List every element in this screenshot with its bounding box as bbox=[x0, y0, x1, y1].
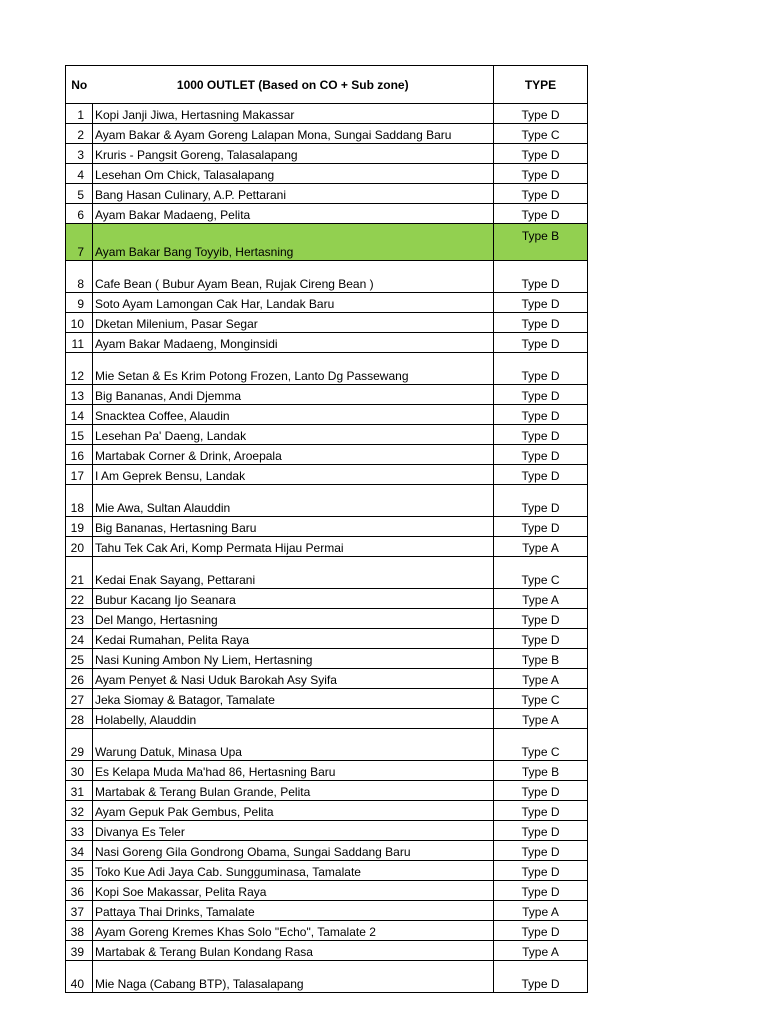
outlet-type: Type D bbox=[494, 485, 588, 517]
table-row bbox=[66, 445, 588, 465]
row-number: 35 bbox=[66, 861, 93, 881]
row-number: 10 bbox=[66, 313, 93, 333]
outlet-type: Type D bbox=[494, 465, 588, 485]
outlet-name: Bubur Kacang Ijo Seanara bbox=[93, 589, 494, 609]
row-number: 24 bbox=[66, 629, 93, 649]
outlet-type: Type D bbox=[494, 385, 588, 405]
outlet-name: Ayam Bakar Madaeng, Pelita bbox=[93, 204, 494, 224]
outlet-type: Type D bbox=[494, 144, 588, 164]
outlet-type: Type D bbox=[494, 445, 588, 465]
row-number: 40 bbox=[66, 961, 93, 993]
outlet-name: Del Mango, Hertasning bbox=[93, 609, 494, 629]
table-row bbox=[66, 353, 588, 385]
outlet-type: Type D bbox=[494, 425, 588, 445]
table-row bbox=[66, 164, 588, 184]
row-number: 17 bbox=[66, 465, 93, 485]
outlet-name: Kruris - Pangsit Goreng, Talasalapang bbox=[93, 144, 494, 164]
table-row bbox=[66, 224, 588, 261]
row-number: 15 bbox=[66, 425, 93, 445]
outlet-type: Type D bbox=[494, 104, 588, 124]
table-row bbox=[66, 589, 588, 609]
outlet-name: Kedai Rumahan, Pelita Raya bbox=[93, 629, 494, 649]
outlet-name: Nasi Kuning Ambon Ny Liem, Hertasning bbox=[93, 649, 494, 669]
outlet-name: Martabak Corner & Drink, Aroepala bbox=[93, 445, 494, 465]
outlet-name: Ayam Goreng Kremes Khas Solo "Echo", Tamalate 2 bbox=[93, 921, 494, 941]
outlet-name: Snacktea Coffee, Alaudin bbox=[93, 405, 494, 425]
row-number: 28 bbox=[66, 709, 93, 729]
header-outlet: 1000 OUTLET (Based on CO + Sub zone) bbox=[93, 66, 494, 104]
row-number: 19 bbox=[66, 517, 93, 537]
table-row bbox=[66, 184, 588, 204]
outlet-type: Type D bbox=[494, 629, 588, 649]
outlet-type: Type D bbox=[494, 841, 588, 861]
outlet-type: Type D bbox=[494, 313, 588, 333]
table-row bbox=[66, 333, 588, 353]
outlet-type: Type D bbox=[494, 961, 588, 993]
row-number: 37 bbox=[66, 901, 93, 921]
outlet-name: Lesehan Om Chick, Talasalapang bbox=[93, 164, 494, 184]
outlet-type: Type A bbox=[494, 709, 588, 729]
row-number: 12 bbox=[66, 353, 93, 385]
outlet-name: Holabelly, Alauddin bbox=[93, 709, 494, 729]
outlet-name: Martabak & Terang Bulan Kondang Rasa bbox=[93, 941, 494, 961]
table-row bbox=[66, 293, 588, 313]
outlet-name: Tahu Tek Cak Ari, Komp Permata Hijau Permai bbox=[93, 537, 494, 557]
outlet-type: Type D bbox=[494, 333, 588, 353]
outlet-name: Ayam Bakar Bang Toyyib, Hertasning bbox=[93, 224, 494, 261]
row-number: 26 bbox=[66, 669, 93, 689]
row-number: 8 bbox=[66, 261, 93, 293]
outlet-table bbox=[65, 65, 588, 993]
outlet-name: Ayam Gepuk Pak Gembus, Pelita bbox=[93, 801, 494, 821]
row-number: 11 bbox=[66, 333, 93, 353]
table-row bbox=[66, 729, 588, 761]
outlet-type: Type D bbox=[494, 861, 588, 881]
row-number: 14 bbox=[66, 405, 93, 425]
table-row bbox=[66, 781, 588, 801]
row-number: 9 bbox=[66, 293, 93, 313]
table-row bbox=[66, 761, 588, 781]
table-row bbox=[66, 629, 588, 649]
outlet-name: Bang Hasan Culinary, A.P. Pettarani bbox=[93, 184, 494, 204]
outlet-type: Type D bbox=[494, 164, 588, 184]
outlet-type: Type D bbox=[494, 609, 588, 629]
table-row bbox=[66, 425, 588, 445]
table-row bbox=[66, 821, 588, 841]
outlet-type: Type B bbox=[494, 224, 588, 261]
row-number: 3 bbox=[66, 144, 93, 164]
outlet-name: Soto Ayam Lamongan Cak Har, Landak Baru bbox=[93, 293, 494, 313]
outlet-name: Martabak & Terang Bulan Grande, Pelita bbox=[93, 781, 494, 801]
table-row bbox=[66, 609, 588, 629]
row-number: 27 bbox=[66, 689, 93, 709]
outlet-type: Type C bbox=[494, 689, 588, 709]
outlet-type: Type D bbox=[494, 881, 588, 901]
outlet-name: Kopi Janji Jiwa, Hertasning Makassar bbox=[93, 104, 494, 124]
table-row bbox=[66, 517, 588, 537]
row-number: 6 bbox=[66, 204, 93, 224]
header-row bbox=[66, 66, 588, 104]
table-row bbox=[66, 261, 588, 293]
outlet-name: Divanya Es Teler bbox=[93, 821, 494, 841]
header-type: TYPE bbox=[494, 66, 588, 104]
table-row bbox=[66, 941, 588, 961]
outlet-type: Type D bbox=[494, 204, 588, 224]
row-number: 1 bbox=[66, 104, 93, 124]
table-row bbox=[66, 485, 588, 517]
outlet-name: Mie Setan & Es Krim Potong Frozen, Lanto Dg Passewang bbox=[93, 353, 494, 385]
outlet-type: Type C bbox=[494, 729, 588, 761]
row-number: 32 bbox=[66, 801, 93, 821]
outlet-type: Type D bbox=[494, 293, 588, 313]
row-number: 36 bbox=[66, 881, 93, 901]
outlet-name: Dketan Milenium, Pasar Segar bbox=[93, 313, 494, 333]
outlet-type: Type D bbox=[494, 405, 588, 425]
table-row bbox=[66, 385, 588, 405]
row-number: 39 bbox=[66, 941, 93, 961]
row-number: 4 bbox=[66, 164, 93, 184]
outlet-type: Type A bbox=[494, 941, 588, 961]
table-row bbox=[66, 801, 588, 821]
outlet-type: Type D bbox=[494, 921, 588, 941]
row-number: 23 bbox=[66, 609, 93, 629]
row-number: 5 bbox=[66, 184, 93, 204]
row-number: 16 bbox=[66, 445, 93, 465]
table-row bbox=[66, 104, 588, 124]
table-row bbox=[66, 961, 588, 993]
table-row bbox=[66, 557, 588, 589]
outlet-name: Mie Naga (Cabang BTP), Talasalapang bbox=[93, 961, 494, 993]
outlet-type: Type C bbox=[494, 557, 588, 589]
outlet-name: Big Bananas, Andi Djemma bbox=[93, 385, 494, 405]
outlet-type: Type A bbox=[494, 669, 588, 689]
table-row bbox=[66, 124, 588, 144]
row-number: 7 bbox=[66, 224, 93, 261]
outlet-name: Es Kelapa Muda Ma'had 86, Hertasning Baru bbox=[93, 761, 494, 781]
outlet-type: Type A bbox=[494, 901, 588, 921]
outlet-type: Type B bbox=[494, 649, 588, 669]
row-number: 29 bbox=[66, 729, 93, 761]
outlet-name: Ayam Penyet & Nasi Uduk Barokah Asy Syifa bbox=[93, 669, 494, 689]
outlet-name: Warung Datuk, Minasa Upa bbox=[93, 729, 494, 761]
table-row bbox=[66, 313, 588, 333]
outlet-type: Type D bbox=[494, 517, 588, 537]
row-number: 18 bbox=[66, 485, 93, 517]
table-row bbox=[66, 841, 588, 861]
row-number: 20 bbox=[66, 537, 93, 557]
outlet-name: Ayam Bakar & Ayam Goreng Lalapan Mona, Sungai Saddang Baru bbox=[93, 124, 494, 144]
row-number: 34 bbox=[66, 841, 93, 861]
outlet-name: Kedai Enak Sayang, Pettarani bbox=[93, 557, 494, 589]
outlet-type: Type D bbox=[494, 261, 588, 293]
outlet-type: Type C bbox=[494, 124, 588, 144]
table-row bbox=[66, 144, 588, 164]
outlet-name: Cafe Bean ( Bubur Ayam Bean, Rujak Cireng Bean ) bbox=[93, 261, 494, 293]
outlet-name: Nasi Goreng Gila Gondrong Obama, Sungai Saddang Baru bbox=[93, 841, 494, 861]
table-row bbox=[66, 921, 588, 941]
outlet-name: Big Bananas, Hertasning Baru bbox=[93, 517, 494, 537]
table-row bbox=[66, 861, 588, 881]
outlet-type: Type A bbox=[494, 589, 588, 609]
table-row bbox=[66, 204, 588, 224]
outlet-type: Type D bbox=[494, 184, 588, 204]
row-number: 25 bbox=[66, 649, 93, 669]
outlet-type: Type D bbox=[494, 821, 588, 841]
outlet-name: Kopi Soe Makassar, Pelita Raya bbox=[93, 881, 494, 901]
outlet-name: Ayam Bakar Madaeng, Monginsidi bbox=[93, 333, 494, 353]
table-row bbox=[66, 709, 588, 729]
outlet-name: Jeka Siomay & Batagor, Tamalate bbox=[93, 689, 494, 709]
outlet-name: Toko Kue Adi Jaya Cab. Sungguminasa, Tamalate bbox=[93, 861, 494, 881]
row-number: 31 bbox=[66, 781, 93, 801]
header-no: No bbox=[66, 66, 93, 104]
row-number: 33 bbox=[66, 821, 93, 841]
outlet-name: Mie Awa, Sultan Alauddin bbox=[93, 485, 494, 517]
table-row bbox=[66, 465, 588, 485]
row-number: 21 bbox=[66, 557, 93, 589]
outlet-name: Lesehan Pa' Daeng, Landak bbox=[93, 425, 494, 445]
outlet-name: I Am Geprek Bensu, Landak bbox=[93, 465, 494, 485]
row-number: 30 bbox=[66, 761, 93, 781]
table-row bbox=[66, 689, 588, 709]
table-row bbox=[66, 669, 588, 689]
table-row bbox=[66, 405, 588, 425]
row-number: 2 bbox=[66, 124, 93, 144]
row-number: 38 bbox=[66, 921, 93, 941]
table-row bbox=[66, 901, 588, 921]
outlet-type: Type D bbox=[494, 353, 588, 385]
table-row bbox=[66, 649, 588, 669]
row-number: 13 bbox=[66, 385, 93, 405]
outlet-type: Type D bbox=[494, 781, 588, 801]
outlet-type: Type B bbox=[494, 761, 588, 781]
table-row bbox=[66, 881, 588, 901]
table-row bbox=[66, 537, 588, 557]
outlet-type: Type A bbox=[494, 537, 588, 557]
outlet-name: Pattaya Thai Drinks, Tamalate bbox=[93, 901, 494, 921]
row-number: 22 bbox=[66, 589, 93, 609]
outlet-type: Type D bbox=[494, 801, 588, 821]
